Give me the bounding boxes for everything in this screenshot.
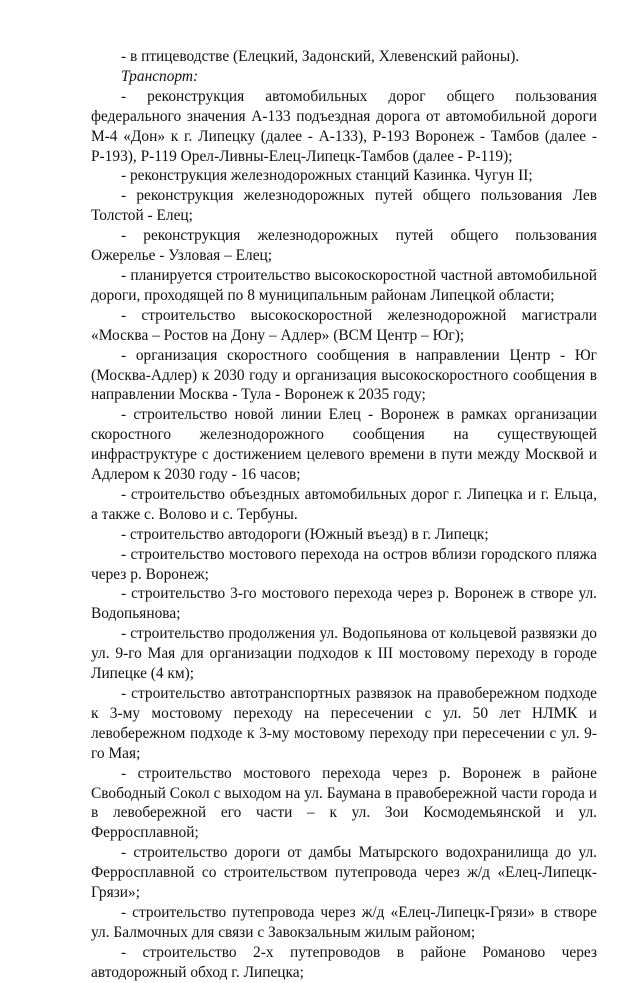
paragraph-island-bridge: - строительство мостового перехода на остров вблизи городского пляжа через р. Воронеж; [91, 545, 597, 583]
document-body [91, 47, 597, 983]
paragraph-speed-connection: - организация скоростного сообщения в направлении Центр - Юг (Москва-Адлер) к 2030 году и организация высокоскоростного сообщения в направлении Москва - Тула - Воронеж к 2035 году; [91, 346, 597, 404]
paragraph-stations-reconstruction: - реконструкция железнодорожных станций Казинка. Чугун II; [121, 167, 533, 185]
paragraph-roads-reconstruction: - реконструкция автомобильных дорог общего пользования федерального значения А-133 подъездная дорога от автомобильной дороги М-4 «Дон» к г. Липецку (далее - А-133), Р-193 Воронеж - Тамбов (далее - Р-193), Р-119 Орел-Ливны-Елец-Липецк-Тамбов (далее - Р-119); [91, 87, 597, 165]
paragraph-romanovo-overpasses: - строительство 2-х путепроводов в районе Романово через автодорожный обход г. Липецка; [91, 943, 597, 981]
paragraph-vodopyanova-extension: - строительство продолжения ул. Водопьянова от кольцевой развязки до ул. 9-го Мая для организации подходов к III мостовому переходу в городе Липецке (4 км); [91, 625, 597, 683]
paragraph-third-bridge: - строительство 3-го мостового перехода через р. Воронеж в створе ул. Водопьянова; [91, 585, 597, 623]
paragraph-south-entry: - строительство автодороги (Южный въезд) в г. Липецк; [121, 525, 489, 543]
paragraph-poultry: - в птицеводстве (Елецкий, Задонский, Хлевенский районы). [121, 48, 520, 65]
paragraph-private-highway: - планируется строительство высокоскоростной частной автомобильной дороги, проходящей по 8 муниципальным районам Липецкой области; [91, 266, 597, 304]
paragraph-rail-lev-tolstoy: - реконструкция железнодорожных путей общего пользования Лев Толстой - Елец; [91, 187, 597, 225]
paragraph-elets-voronezh-line: - строительство новой линии Елец - Воронеж в рамках организации скоростного железнодорожного сообщения на существующей инфраструктуре с достижением целевого времени в пути между Москвой и Адлером к 2030 году - 16 часов; [91, 406, 597, 484]
paragraph-overpass-balmochnykh: - строительство путепровода через ж/д «Елец-Липецк-Грязи» в створе ул. Балмочных для связи с Завокзальным жилым районом; [91, 903, 597, 941]
paragraph-rail-ozherelye: - реконструкция железнодорожных путей общего пользования Ожерелье - Узловая – Елец; [91, 227, 597, 265]
section-title-transport: Транспорт: [121, 67, 199, 85]
paragraph-high-speed-rail: - строительство высокоскоростной железнодорожной магистрали «Москва – Ростов на Дону – Адлер» (ВСМ Центр – Юг); [91, 306, 597, 344]
paragraph-interchanges: - строительство автотранспортных развязок на правобережном подходе к 3-му мостовому переходу на пересечении с ул. 50 лет НЛМК и левобережном подходе к 3-му мостовому переходу при пересечении с ул. 9-го Мая; [91, 685, 597, 762]
paragraph-svobodny-sokol-bridge: - строительство мостового перехода через р. Воронеж в районе Свободный Сокол с выходом на ул. Баумана в правобережной части города и в левобережной его части – к ул. Зои Космодемьянской и ул. Ферросплавной; [91, 764, 597, 842]
paragraph-matyrsky-road: - строительство дороги от дамбы Матырского водохранилища до ул. Ферросплавной со строительством путепровода через ж/д «Елец-Липецк-Грязи»; [91, 844, 597, 902]
paragraph-bypass-roads: - строительство объездных автомобильных дорог г. Липецка и г. Ельца, а также с. Волово и с. Тербуны. [91, 485, 597, 523]
